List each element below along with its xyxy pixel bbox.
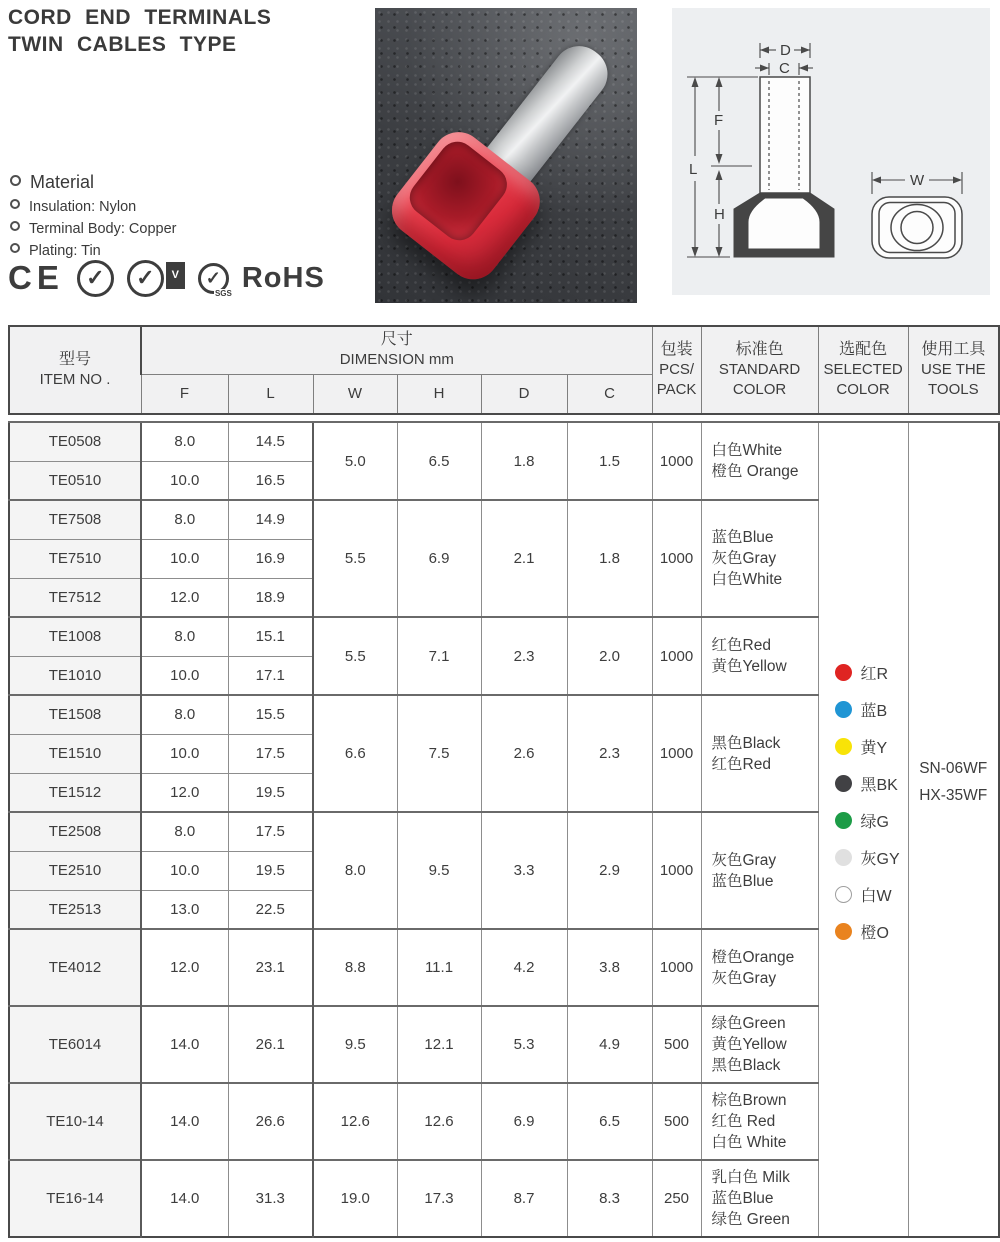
dim-l-cell: 19.5 bbox=[228, 773, 313, 812]
dim-label-c: C bbox=[779, 60, 790, 77]
item-no-cell: TE6014 bbox=[9, 1006, 141, 1083]
rohs-label: RoHS bbox=[241, 261, 325, 294]
pack-cell: 1000 bbox=[652, 422, 701, 500]
standard-color-line: 红色 Red bbox=[711, 1113, 776, 1130]
dim-d-cell: 6.9 bbox=[481, 1083, 567, 1160]
dim-l-cell: 17.5 bbox=[228, 812, 313, 851]
dim-c-cell: 2.3 bbox=[567, 695, 652, 812]
dim-w-cell: 12.6 bbox=[313, 1083, 397, 1160]
check-icon: ✓ bbox=[205, 267, 221, 288]
standard-color-line: 黄色Yellow bbox=[711, 658, 787, 675]
dim-l-cell: 14.9 bbox=[228, 500, 313, 539]
dim-f-cell: 8.0 bbox=[141, 500, 228, 539]
standard-color-line: 黄色Yellow bbox=[711, 1036, 787, 1053]
col-header-item-no bbox=[9, 326, 141, 414]
spec-table-body bbox=[8, 421, 1000, 1238]
dim-l-cell: 31.3 bbox=[228, 1160, 313, 1237]
color-swatch-label: 黄Y bbox=[860, 739, 888, 757]
dim-l-cell: 22.5 bbox=[228, 890, 313, 929]
dim-f-cell: 12.0 bbox=[141, 578, 228, 617]
dim-d-cell: 5.3 bbox=[481, 1006, 567, 1083]
pack-cell: 1000 bbox=[652, 617, 701, 695]
tool-model-label: HX-35WF bbox=[919, 786, 988, 804]
col-header-item-no-en: ITEM NO . bbox=[39, 371, 111, 388]
pack-cell: 1000 bbox=[652, 812, 701, 929]
standard-color-line: 乳白色 Milk bbox=[711, 1169, 790, 1186]
col-header-pack-zh: 包装 bbox=[660, 341, 693, 358]
product-photo bbox=[375, 8, 637, 303]
col-header-pack-en2: PACK bbox=[656, 381, 697, 398]
pack-cell: 250 bbox=[652, 1160, 701, 1237]
col-header-tools-zh: 使用工具 bbox=[921, 341, 986, 358]
col-header-dimension-zh: 尺寸 bbox=[380, 331, 413, 349]
col-header-standard-zh: 标准色 bbox=[735, 341, 784, 358]
selected-color-cell bbox=[818, 422, 908, 1237]
pack-cell: 1000 bbox=[652, 695, 701, 812]
terminal-image bbox=[375, 8, 637, 303]
dim-c-cell: 3.8 bbox=[567, 929, 652, 1006]
col-header-h: H bbox=[397, 374, 481, 414]
item-no-cell: TE0508 bbox=[9, 422, 141, 461]
item-no-cell: TE1510 bbox=[9, 734, 141, 773]
color-swatch bbox=[835, 920, 889, 943]
dim-label-w: W bbox=[910, 172, 925, 189]
item-no-cell: TE1010 bbox=[9, 656, 141, 695]
dim-f-cell: 10.0 bbox=[141, 851, 228, 890]
standard-color-line: 绿色 Green bbox=[711, 1211, 790, 1228]
dim-f-cell: 10.0 bbox=[141, 656, 228, 695]
dim-label-d: D bbox=[780, 42, 791, 59]
orange-color-dot-icon bbox=[835, 923, 852, 940]
item-no-cell: TE7508 bbox=[9, 500, 141, 539]
dim-l-cell: 26.6 bbox=[228, 1083, 313, 1160]
standard-color-cell bbox=[701, 1160, 818, 1237]
standard-color-line: 红色Red bbox=[711, 755, 771, 773]
dim-d-cell: 1.8 bbox=[481, 422, 567, 500]
gray-color-dot-icon bbox=[835, 849, 852, 866]
color-swatch bbox=[835, 846, 900, 869]
pack-cell: 1000 bbox=[652, 500, 701, 617]
standard-color-line: 橙色Orange bbox=[711, 948, 795, 966]
col-header-item-no-zh: 型号 bbox=[58, 351, 91, 368]
col-header-pack-en1: PCS/ bbox=[659, 361, 695, 378]
green-color-dot-icon bbox=[835, 812, 852, 829]
standard-color-line: 橙色 Orange bbox=[711, 463, 799, 480]
dim-l-cell: 15.1 bbox=[228, 617, 313, 656]
material-heading-label: Material bbox=[30, 172, 95, 192]
dim-d-cell: 8.7 bbox=[481, 1160, 567, 1237]
color-swatch bbox=[835, 661, 889, 684]
material-item bbox=[10, 221, 177, 237]
color-swatch-label: 红R bbox=[860, 665, 889, 683]
white-color-dot-icon bbox=[835, 886, 852, 903]
dim-w-cell: 5.5 bbox=[313, 500, 397, 617]
color-swatch-label: 蓝B bbox=[860, 702, 888, 720]
standard-color-cell bbox=[701, 1083, 818, 1160]
material-item-label: Terminal Body: Copper bbox=[29, 221, 177, 237]
standard-color-cell bbox=[701, 929, 818, 1006]
standard-color-cell bbox=[701, 422, 818, 500]
standard-color-line: 白色White bbox=[711, 442, 783, 459]
col-header-selected-en2: COLOR bbox=[836, 381, 890, 398]
dim-f-cell: 8.0 bbox=[141, 695, 228, 734]
dim-l-cell: 16.5 bbox=[228, 461, 313, 500]
color-swatch bbox=[835, 698, 888, 721]
col-header-tools-en2: TOOLS bbox=[928, 381, 979, 398]
item-no-cell: TE0510 bbox=[9, 461, 141, 500]
ce-mark-icon: CE bbox=[8, 259, 64, 296]
standard-color-line: 灰色Gray bbox=[711, 550, 777, 567]
dim-c-cell: 1.5 bbox=[567, 422, 652, 500]
page-title-line1: CORD END TERMINALS bbox=[8, 6, 272, 29]
item-no-cell: TE2513 bbox=[9, 890, 141, 929]
yellow-color-dot-icon bbox=[835, 738, 852, 755]
material-section bbox=[10, 172, 177, 259]
standard-color-line: 蓝色Blue bbox=[711, 872, 774, 890]
col-header-tools bbox=[908, 326, 999, 414]
table-body bbox=[9, 422, 999, 1237]
dim-l-cell: 18.9 bbox=[228, 578, 313, 617]
dim-l-cell: 23.1 bbox=[228, 929, 313, 1006]
color-swatch bbox=[835, 809, 889, 832]
certification-logos bbox=[8, 256, 325, 300]
black-color-dot-icon bbox=[835, 775, 852, 792]
color-swatch-label: 绿G bbox=[860, 813, 889, 831]
dim-label-h: H bbox=[714, 206, 725, 223]
item-no-cell: TE1508 bbox=[9, 695, 141, 734]
dim-f-cell: 13.0 bbox=[141, 890, 228, 929]
table-row bbox=[9, 422, 999, 461]
dim-w-cell: 6.6 bbox=[313, 695, 397, 812]
dim-h-cell: 12.1 bbox=[397, 1006, 481, 1083]
standard-color-line: 红色Red bbox=[711, 637, 771, 654]
dim-h-cell: 12.6 bbox=[397, 1083, 481, 1160]
standard-color-line: 蓝色Blue bbox=[711, 529, 774, 546]
dim-c-cell: 1.8 bbox=[567, 500, 652, 617]
dim-f-cell: 8.0 bbox=[141, 617, 228, 656]
material-item-label: Insulation: Nylon bbox=[29, 199, 137, 215]
blue-color-dot-icon bbox=[835, 701, 852, 718]
color-swatch-label: 黑BK bbox=[860, 776, 898, 794]
ukas-mark-icon: V bbox=[166, 262, 185, 289]
check-icon: ✓ bbox=[136, 265, 155, 290]
page-title bbox=[8, 4, 271, 58]
sgs-badge-icon bbox=[198, 263, 232, 298]
material-item-label: Plating: Tin bbox=[29, 243, 101, 259]
col-header-c: C bbox=[567, 374, 652, 414]
dim-d-cell: 2.6 bbox=[481, 695, 567, 812]
dim-h-cell: 9.5 bbox=[397, 812, 481, 929]
dim-label-l: L bbox=[689, 161, 698, 178]
standard-color-cell bbox=[701, 1006, 818, 1083]
bullet-icon bbox=[10, 175, 21, 186]
dim-w-cell: 5.0 bbox=[313, 422, 397, 500]
col-header-l: L bbox=[228, 374, 313, 414]
item-no-cell: TE7510 bbox=[9, 539, 141, 578]
dim-f-cell: 10.0 bbox=[141, 461, 228, 500]
standard-color-cell bbox=[701, 695, 818, 812]
dim-w-cell: 9.5 bbox=[313, 1006, 397, 1083]
dim-l-cell: 17.5 bbox=[228, 734, 313, 773]
dim-c-cell: 4.9 bbox=[567, 1006, 652, 1083]
dim-label-f: F bbox=[714, 112, 724, 129]
col-header-d: D bbox=[481, 374, 567, 414]
item-no-cell: TE10-14 bbox=[9, 1083, 141, 1160]
color-swatch-label: 灰GY bbox=[860, 850, 900, 868]
pack-cell: 1000 bbox=[652, 929, 701, 1006]
item-no-cell: TE16-14 bbox=[9, 1160, 141, 1237]
material-item bbox=[10, 199, 177, 215]
dim-c-cell: 6.5 bbox=[567, 1083, 652, 1160]
dim-h-cell: 17.3 bbox=[397, 1160, 481, 1237]
color-swatch-label: 白W bbox=[860, 887, 892, 905]
standard-color-cell bbox=[701, 812, 818, 929]
dim-h-cell: 7.5 bbox=[397, 695, 481, 812]
check-icon: ✓ bbox=[86, 265, 105, 290]
dim-w-cell: 19.0 bbox=[313, 1160, 397, 1237]
standard-color-cell bbox=[701, 617, 818, 695]
bullet-icon bbox=[10, 221, 20, 231]
dim-h-cell: 6.5 bbox=[397, 422, 481, 500]
item-no-cell: TE1008 bbox=[9, 617, 141, 656]
col-header-standard-color bbox=[701, 326, 818, 414]
col-header-selected-en1: SELECTED bbox=[823, 361, 903, 378]
dim-w-cell: 8.8 bbox=[313, 929, 397, 1006]
dim-l-cell: 14.5 bbox=[228, 422, 313, 461]
iso-ukas-badge-icon bbox=[127, 260, 185, 297]
standard-color-line: 灰色Gray bbox=[711, 969, 777, 987]
standard-color-line: 黑色Black bbox=[711, 734, 781, 752]
quality-check-badge-icon bbox=[77, 260, 114, 297]
iso-check-badge-icon bbox=[127, 260, 164, 297]
item-no-cell: TE2508 bbox=[9, 812, 141, 851]
dim-f-cell: 14.0 bbox=[141, 1006, 228, 1083]
dim-f-cell: 8.0 bbox=[141, 422, 228, 461]
col-header-dimension bbox=[141, 326, 652, 374]
standard-color-line: 白色 White bbox=[711, 1134, 787, 1151]
standard-color-cell bbox=[701, 500, 818, 617]
col-header-f: F bbox=[141, 374, 228, 414]
dim-w-cell: 8.0 bbox=[313, 812, 397, 929]
dim-f-cell: 10.0 bbox=[141, 734, 228, 773]
bullet-icon bbox=[10, 199, 20, 209]
sgs-label: SGS bbox=[214, 288, 232, 298]
col-header-w: W bbox=[313, 374, 397, 414]
dim-h-cell: 6.9 bbox=[397, 500, 481, 617]
dim-w-cell: 5.5 bbox=[313, 617, 397, 695]
dim-d-cell: 2.3 bbox=[481, 617, 567, 695]
item-no-cell: TE4012 bbox=[9, 929, 141, 1006]
dim-f-cell: 14.0 bbox=[141, 1083, 228, 1160]
dim-f-cell: 14.0 bbox=[141, 1160, 228, 1237]
dimension-diagram-svg bbox=[672, 8, 990, 295]
dim-c-cell: 8.3 bbox=[567, 1160, 652, 1237]
dimension-diagram bbox=[672, 8, 990, 295]
dim-f-cell: 12.0 bbox=[141, 773, 228, 812]
item-no-cell: TE7512 bbox=[9, 578, 141, 617]
dim-f-cell: 10.0 bbox=[141, 539, 228, 578]
red-color-dot-icon bbox=[835, 664, 852, 681]
col-header-pack bbox=[652, 326, 701, 414]
dim-c-cell: 2.0 bbox=[567, 617, 652, 695]
color-swatch bbox=[835, 772, 898, 795]
standard-color-line: 蓝色Blue bbox=[711, 1190, 774, 1207]
tool-model-label: SN-06WF bbox=[919, 759, 988, 777]
dim-l-cell: 17.1 bbox=[228, 656, 313, 695]
standard-color-line: 黑色Black bbox=[711, 1057, 781, 1074]
col-header-selected-zh: 选配色 bbox=[839, 341, 888, 358]
standard-color-line: 白色White bbox=[711, 571, 783, 588]
bullet-icon bbox=[10, 243, 20, 253]
dim-f-cell: 12.0 bbox=[141, 929, 228, 1006]
col-header-standard-en1: STANDARD bbox=[718, 361, 801, 378]
standard-color-line: 灰色Gray bbox=[711, 851, 777, 869]
dim-d-cell: 2.1 bbox=[481, 500, 567, 617]
use-tools-cell bbox=[908, 422, 999, 1237]
pack-cell: 500 bbox=[652, 1083, 701, 1160]
dim-f-cell: 8.0 bbox=[141, 812, 228, 851]
pack-cell: 500 bbox=[652, 1006, 701, 1083]
standard-color-line: 绿色Green bbox=[711, 1015, 786, 1032]
dim-d-cell: 3.3 bbox=[481, 812, 567, 929]
col-header-dimension-en: DIMENSION mm bbox=[339, 351, 454, 369]
color-swatch bbox=[835, 883, 892, 906]
dim-d-cell: 4.2 bbox=[481, 929, 567, 1006]
color-swatch-label: 橙O bbox=[860, 924, 889, 942]
dim-l-cell: 19.5 bbox=[228, 851, 313, 890]
item-no-cell: TE2510 bbox=[9, 851, 141, 890]
spec-table-header bbox=[8, 325, 1000, 415]
dim-l-cell: 16.9 bbox=[228, 539, 313, 578]
standard-color-line: 棕色Brown bbox=[711, 1092, 787, 1109]
dim-h-cell: 11.1 bbox=[397, 929, 481, 1006]
dim-l-cell: 15.5 bbox=[228, 695, 313, 734]
dim-l-cell: 26.1 bbox=[228, 1006, 313, 1083]
col-header-tools-en1: USE THE bbox=[920, 361, 986, 378]
col-header-standard-en2: COLOR bbox=[732, 381, 787, 398]
col-header-selected-color bbox=[818, 326, 908, 414]
dim-h-cell: 7.1 bbox=[397, 617, 481, 695]
color-swatch bbox=[835, 735, 888, 758]
item-no-cell: TE1512 bbox=[9, 773, 141, 812]
dim-c-cell: 2.9 bbox=[567, 812, 652, 929]
page-title-line2: TWIN CABLES TYPE bbox=[8, 33, 237, 56]
material-heading bbox=[10, 172, 177, 193]
